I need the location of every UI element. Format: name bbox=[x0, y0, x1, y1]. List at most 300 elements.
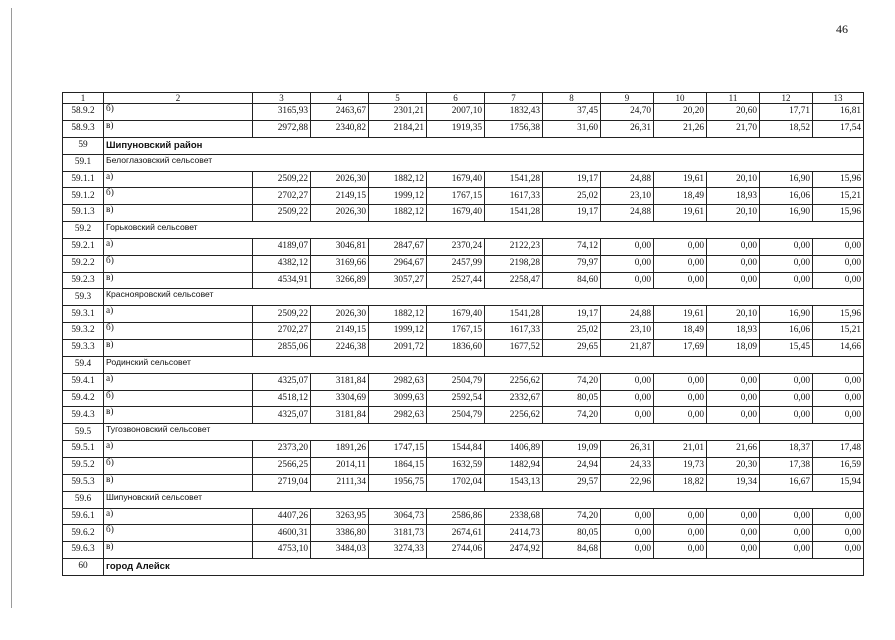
value-cell: 2964,67 bbox=[369, 255, 427, 272]
value-cell: 15,96 bbox=[813, 306, 864, 323]
value-cell: 1541,28 bbox=[485, 205, 543, 222]
value-cell: 19,17 bbox=[543, 205, 601, 222]
value-cell: 1544,84 bbox=[427, 441, 485, 458]
value-cell: 20,30 bbox=[707, 457, 760, 474]
value-cell: 0,00 bbox=[601, 255, 654, 272]
value-cell: 2509,22 bbox=[253, 205, 311, 222]
value-cell: 2256,62 bbox=[485, 407, 543, 424]
value-cell: 20,60 bbox=[707, 104, 760, 121]
value-cell: 0,00 bbox=[601, 407, 654, 424]
value-cell: 2744,06 bbox=[427, 542, 485, 559]
value-cell: 74,20 bbox=[543, 373, 601, 390]
value-cell: 1756,38 bbox=[485, 120, 543, 137]
value-cell: 2122,23 bbox=[485, 238, 543, 255]
value-cell: 79,97 bbox=[543, 255, 601, 272]
council-name: Краснояровский сельсовет bbox=[104, 289, 864, 306]
value-cell: 2855,06 bbox=[253, 339, 311, 356]
row-subtype-cell: а) bbox=[104, 373, 253, 390]
value-cell: 2258,47 bbox=[485, 272, 543, 289]
row-subtype-cell: а) bbox=[104, 171, 253, 188]
council-row bbox=[63, 424, 864, 441]
value-cell: 3169,66 bbox=[311, 255, 369, 272]
row-id-cell: 59.2 bbox=[63, 221, 104, 238]
value-cell: 0,00 bbox=[813, 542, 864, 559]
value-cell: 74,20 bbox=[543, 407, 601, 424]
column-header: 5 bbox=[369, 93, 427, 104]
value-cell: 1832,43 bbox=[485, 104, 543, 121]
column-header: 8 bbox=[543, 93, 601, 104]
header-row bbox=[63, 93, 864, 104]
column-header: 10 bbox=[654, 93, 707, 104]
value-cell: 1406,89 bbox=[485, 441, 543, 458]
row-id-cell: 59.6.2 bbox=[63, 525, 104, 542]
value-cell: 1543,13 bbox=[485, 474, 543, 491]
value-cell: 15,21 bbox=[813, 323, 864, 340]
value-cell: 0,00 bbox=[654, 542, 707, 559]
value-cell: 19,61 bbox=[654, 205, 707, 222]
table-row bbox=[63, 238, 864, 255]
value-cell: 3263,95 bbox=[311, 508, 369, 525]
council-row bbox=[63, 289, 864, 306]
value-cell: 1956,75 bbox=[369, 474, 427, 491]
value-cell: 1767,15 bbox=[427, 188, 485, 205]
value-cell: 19,73 bbox=[654, 457, 707, 474]
value-cell: 19,09 bbox=[543, 441, 601, 458]
value-cell: 23,10 bbox=[601, 323, 654, 340]
row-id-cell: 59.3.3 bbox=[63, 339, 104, 356]
value-cell: 2702,27 bbox=[253, 188, 311, 205]
value-cell: 1747,15 bbox=[369, 441, 427, 458]
value-cell: 24,70 bbox=[601, 104, 654, 121]
value-cell: 20,10 bbox=[707, 205, 760, 222]
value-cell: 74,20 bbox=[543, 508, 601, 525]
value-cell: 18,93 bbox=[707, 188, 760, 205]
value-cell: 0,00 bbox=[813, 508, 864, 525]
table-row bbox=[63, 474, 864, 491]
council-name: Белоглазовский сельсовет bbox=[104, 154, 864, 171]
value-cell: 3181,84 bbox=[311, 407, 369, 424]
value-cell: 21,26 bbox=[654, 120, 707, 137]
value-cell: 0,00 bbox=[760, 542, 813, 559]
table-row bbox=[63, 457, 864, 474]
value-cell: 19,17 bbox=[543, 171, 601, 188]
value-cell: 0,00 bbox=[654, 407, 707, 424]
value-cell: 2592,54 bbox=[427, 390, 485, 407]
value-cell: 0,00 bbox=[601, 238, 654, 255]
value-cell: 37,45 bbox=[543, 104, 601, 121]
row-id-cell: 59.5 bbox=[63, 424, 104, 441]
value-cell: 4382,12 bbox=[253, 255, 311, 272]
row-id-cell: 59.4 bbox=[63, 356, 104, 373]
column-header: 9 bbox=[601, 93, 654, 104]
value-cell: 1864,15 bbox=[369, 457, 427, 474]
page-number: 46 bbox=[836, 22, 848, 36]
value-cell: 0,00 bbox=[813, 407, 864, 424]
table-row bbox=[63, 373, 864, 390]
value-cell: 24,94 bbox=[543, 457, 601, 474]
value-cell: 1999,12 bbox=[369, 188, 427, 205]
table-row bbox=[63, 441, 864, 458]
value-cell: 1617,33 bbox=[485, 323, 543, 340]
district-row bbox=[63, 558, 864, 575]
value-cell: 0,00 bbox=[707, 525, 760, 542]
value-cell: 19,34 bbox=[707, 474, 760, 491]
council-row bbox=[63, 491, 864, 508]
table-row bbox=[63, 390, 864, 407]
row-subtype-cell: а) bbox=[104, 441, 253, 458]
column-header: 13 bbox=[813, 93, 864, 104]
value-cell: 2509,22 bbox=[253, 171, 311, 188]
row-id-cell: 59.6.3 bbox=[63, 542, 104, 559]
value-cell: 2014,11 bbox=[311, 457, 369, 474]
row-id-cell: 58.9.3 bbox=[63, 120, 104, 137]
district-row bbox=[63, 137, 864, 154]
value-cell: 0,00 bbox=[654, 238, 707, 255]
council-row bbox=[63, 221, 864, 238]
value-cell: 1482,94 bbox=[485, 457, 543, 474]
value-cell: 1891,26 bbox=[311, 441, 369, 458]
value-cell: 2719,04 bbox=[253, 474, 311, 491]
table-row bbox=[63, 205, 864, 222]
value-cell: 16,90 bbox=[760, 205, 813, 222]
value-cell: 0,00 bbox=[760, 373, 813, 390]
row-id-cell: 59.6 bbox=[63, 491, 104, 508]
table-row bbox=[63, 120, 864, 137]
row-id-cell: 60 bbox=[63, 558, 104, 575]
value-cell: 2972,88 bbox=[253, 120, 311, 137]
value-cell: 2111,34 bbox=[311, 474, 369, 491]
value-cell: 4753,10 bbox=[253, 542, 311, 559]
value-cell: 2026,30 bbox=[311, 306, 369, 323]
value-cell: 2702,27 bbox=[253, 323, 311, 340]
value-cell: 1882,12 bbox=[369, 171, 427, 188]
value-cell: 3484,03 bbox=[311, 542, 369, 559]
value-cell: 2674,61 bbox=[427, 525, 485, 542]
value-cell: 2091,72 bbox=[369, 339, 427, 356]
value-cell: 1617,33 bbox=[485, 188, 543, 205]
value-cell: 0,00 bbox=[760, 238, 813, 255]
value-cell: 2246,38 bbox=[311, 339, 369, 356]
value-cell: 2566,25 bbox=[253, 457, 311, 474]
value-cell: 3266,89 bbox=[311, 272, 369, 289]
value-cell: 1679,40 bbox=[427, 205, 485, 222]
column-header: 1 bbox=[63, 93, 104, 104]
row-id-cell: 59.2.3 bbox=[63, 272, 104, 289]
row-id-cell: 59.1.2 bbox=[63, 188, 104, 205]
value-cell: 0,00 bbox=[813, 272, 864, 289]
value-cell: 26,31 bbox=[601, 441, 654, 458]
row-id-cell: 59 bbox=[63, 137, 104, 154]
value-cell: 0,00 bbox=[654, 255, 707, 272]
value-cell: 2414,73 bbox=[485, 525, 543, 542]
value-cell: 3274,33 bbox=[369, 542, 427, 559]
row-id-cell: 59.1 bbox=[63, 154, 104, 171]
value-cell: 24,33 bbox=[601, 457, 654, 474]
value-cell: 1999,12 bbox=[369, 323, 427, 340]
value-cell: 18,09 bbox=[707, 339, 760, 356]
value-cell: 3386,80 bbox=[311, 525, 369, 542]
row-id-cell: 59.2.1 bbox=[63, 238, 104, 255]
value-cell: 2340,82 bbox=[311, 120, 369, 137]
value-cell: 4518,12 bbox=[253, 390, 311, 407]
value-cell: 25,02 bbox=[543, 188, 601, 205]
row-id-cell: 59.3 bbox=[63, 289, 104, 306]
value-cell: 74,12 bbox=[543, 238, 601, 255]
row-subtype-cell: в) bbox=[104, 205, 253, 222]
tariff-table bbox=[62, 92, 864, 576]
district-name: Шипуновский район bbox=[104, 137, 864, 154]
value-cell: 17,48 bbox=[813, 441, 864, 458]
value-cell: 29,57 bbox=[543, 474, 601, 491]
value-cell: 23,10 bbox=[601, 188, 654, 205]
row-id-cell: 59.5.2 bbox=[63, 457, 104, 474]
row-subtype-cell: б) bbox=[104, 323, 253, 340]
value-cell: 18,37 bbox=[760, 441, 813, 458]
value-cell: 84,68 bbox=[543, 542, 601, 559]
table-row bbox=[63, 171, 864, 188]
table-row bbox=[63, 525, 864, 542]
value-cell: 1541,28 bbox=[485, 171, 543, 188]
value-cell: 0,00 bbox=[601, 508, 654, 525]
row-id-cell: 58.9.2 bbox=[63, 104, 104, 121]
value-cell: 0,00 bbox=[601, 542, 654, 559]
value-cell: 0,00 bbox=[760, 407, 813, 424]
column-header: 2 bbox=[104, 93, 253, 104]
value-cell: 18,49 bbox=[654, 323, 707, 340]
row-subtype-cell: в) bbox=[104, 339, 253, 356]
value-cell: 0,00 bbox=[601, 373, 654, 390]
value-cell: 2982,63 bbox=[369, 407, 427, 424]
value-cell: 4534,91 bbox=[253, 272, 311, 289]
value-cell: 15,96 bbox=[813, 205, 864, 222]
row-subtype-cell: б) bbox=[104, 457, 253, 474]
council-row bbox=[63, 154, 864, 171]
value-cell: 2332,67 bbox=[485, 390, 543, 407]
value-cell: 1541,28 bbox=[485, 306, 543, 323]
value-cell: 15,94 bbox=[813, 474, 864, 491]
table-row bbox=[63, 255, 864, 272]
table-row bbox=[63, 407, 864, 424]
value-cell: 0,00 bbox=[760, 255, 813, 272]
value-cell: 1702,04 bbox=[427, 474, 485, 491]
row-subtype-cell: б) bbox=[104, 104, 253, 121]
value-cell: 1679,40 bbox=[427, 171, 485, 188]
value-cell: 16,06 bbox=[760, 323, 813, 340]
value-cell: 0,00 bbox=[707, 390, 760, 407]
value-cell: 0,00 bbox=[813, 390, 864, 407]
value-cell: 0,00 bbox=[760, 390, 813, 407]
value-cell: 2373,20 bbox=[253, 441, 311, 458]
value-cell: 17,71 bbox=[760, 104, 813, 121]
value-cell: 2586,86 bbox=[427, 508, 485, 525]
council-name: Шипуновский сельсовет bbox=[104, 491, 864, 508]
table-body bbox=[63, 93, 864, 576]
value-cell: 0,00 bbox=[707, 272, 760, 289]
value-cell: 15,45 bbox=[760, 339, 813, 356]
value-cell: 15,21 bbox=[813, 188, 864, 205]
row-id-cell: 59.1.3 bbox=[63, 205, 104, 222]
value-cell: 14,66 bbox=[813, 339, 864, 356]
value-cell: 0,00 bbox=[760, 508, 813, 525]
row-subtype-cell: в) bbox=[104, 474, 253, 491]
value-cell: 4600,31 bbox=[253, 525, 311, 542]
value-cell: 17,38 bbox=[760, 457, 813, 474]
value-cell: 3046,81 bbox=[311, 238, 369, 255]
row-subtype-cell: б) bbox=[104, 525, 253, 542]
row-subtype-cell: б) bbox=[104, 255, 253, 272]
row-subtype-cell: в) bbox=[104, 407, 253, 424]
value-cell: 1679,40 bbox=[427, 306, 485, 323]
value-cell: 0,00 bbox=[813, 255, 864, 272]
value-cell: 26,31 bbox=[601, 120, 654, 137]
row-id-cell: 59.3.2 bbox=[63, 323, 104, 340]
value-cell: 18,52 bbox=[760, 120, 813, 137]
row-id-cell: 59.4.1 bbox=[63, 373, 104, 390]
value-cell: 2527,44 bbox=[427, 272, 485, 289]
district-name: город Алейск bbox=[104, 558, 864, 575]
value-cell: 2457,99 bbox=[427, 255, 485, 272]
value-cell: 2504,79 bbox=[427, 407, 485, 424]
value-cell: 19,61 bbox=[654, 306, 707, 323]
value-cell: 1882,12 bbox=[369, 205, 427, 222]
value-cell: 18,93 bbox=[707, 323, 760, 340]
value-cell: 0,00 bbox=[707, 255, 760, 272]
row-id-cell: 59.5.3 bbox=[63, 474, 104, 491]
column-header: 6 bbox=[427, 93, 485, 104]
value-cell: 2504,79 bbox=[427, 373, 485, 390]
value-cell: 80,05 bbox=[543, 525, 601, 542]
value-cell: 4407,26 bbox=[253, 508, 311, 525]
row-id-cell: 59.3.1 bbox=[63, 306, 104, 323]
value-cell: 31,60 bbox=[543, 120, 601, 137]
value-cell: 2149,15 bbox=[311, 323, 369, 340]
value-cell: 0,00 bbox=[654, 525, 707, 542]
table-row bbox=[63, 508, 864, 525]
value-cell: 2509,22 bbox=[253, 306, 311, 323]
value-cell: 21,01 bbox=[654, 441, 707, 458]
value-cell: 4189,07 bbox=[253, 238, 311, 255]
value-cell: 1632,59 bbox=[427, 457, 485, 474]
column-header: 12 bbox=[760, 93, 813, 104]
value-cell: 0,00 bbox=[654, 508, 707, 525]
row-subtype-cell: в) bbox=[104, 542, 253, 559]
council-name: Тугозвоновский сельсовет bbox=[104, 424, 864, 441]
row-subtype-cell: в) bbox=[104, 272, 253, 289]
value-cell: 21,70 bbox=[707, 120, 760, 137]
value-cell: 1836,60 bbox=[427, 339, 485, 356]
column-header: 11 bbox=[707, 93, 760, 104]
value-cell: 0,00 bbox=[654, 390, 707, 407]
value-cell: 15,96 bbox=[813, 171, 864, 188]
value-cell: 17,69 bbox=[654, 339, 707, 356]
value-cell: 0,00 bbox=[813, 373, 864, 390]
value-cell: 0,00 bbox=[601, 525, 654, 542]
value-cell: 0,00 bbox=[601, 272, 654, 289]
value-cell: 84,60 bbox=[543, 272, 601, 289]
value-cell: 0,00 bbox=[601, 390, 654, 407]
value-cell: 1677,52 bbox=[485, 339, 543, 356]
value-cell: 0,00 bbox=[654, 373, 707, 390]
value-cell: 3181,73 bbox=[369, 525, 427, 542]
row-subtype-cell: б) bbox=[104, 390, 253, 407]
row-subtype-cell: в) bbox=[104, 120, 253, 137]
value-cell: 21,66 bbox=[707, 441, 760, 458]
row-id-cell: 59.1.1 bbox=[63, 171, 104, 188]
value-cell: 2370,24 bbox=[427, 238, 485, 255]
value-cell: 2982,63 bbox=[369, 373, 427, 390]
table-row bbox=[63, 104, 864, 121]
value-cell: 3181,84 bbox=[311, 373, 369, 390]
council-row bbox=[63, 356, 864, 373]
value-cell: 3064,73 bbox=[369, 508, 427, 525]
value-cell: 19,61 bbox=[654, 171, 707, 188]
value-cell: 2463,67 bbox=[311, 104, 369, 121]
table-row bbox=[63, 542, 864, 559]
value-cell: 1919,35 bbox=[427, 120, 485, 137]
row-subtype-cell: а) bbox=[104, 508, 253, 525]
value-cell: 3165,93 bbox=[253, 104, 311, 121]
value-cell: 2338,68 bbox=[485, 508, 543, 525]
row-subtype-cell: б) bbox=[104, 188, 253, 205]
value-cell: 0,00 bbox=[707, 508, 760, 525]
column-header: 3 bbox=[253, 93, 311, 104]
value-cell: 20,10 bbox=[707, 306, 760, 323]
value-cell: 2256,62 bbox=[485, 373, 543, 390]
row-id-cell: 59.4.2 bbox=[63, 390, 104, 407]
value-cell: 2474,92 bbox=[485, 542, 543, 559]
value-cell: 0,00 bbox=[707, 373, 760, 390]
value-cell: 0,00 bbox=[760, 272, 813, 289]
value-cell: 2847,67 bbox=[369, 238, 427, 255]
value-cell: 0,00 bbox=[707, 407, 760, 424]
value-cell: 25,02 bbox=[543, 323, 601, 340]
value-cell: 17,54 bbox=[813, 120, 864, 137]
value-cell: 24,88 bbox=[601, 306, 654, 323]
value-cell: 16,90 bbox=[760, 306, 813, 323]
value-cell: 0,00 bbox=[707, 238, 760, 255]
value-cell: 1882,12 bbox=[369, 306, 427, 323]
row-id-cell: 59.2.2 bbox=[63, 255, 104, 272]
value-cell: 22,96 bbox=[601, 474, 654, 491]
table-row bbox=[63, 323, 864, 340]
value-cell: 24,88 bbox=[601, 205, 654, 222]
value-cell: 16,06 bbox=[760, 188, 813, 205]
value-cell: 24,88 bbox=[601, 171, 654, 188]
row-subtype-cell: а) bbox=[104, 306, 253, 323]
row-id-cell: 59.6.1 bbox=[63, 508, 104, 525]
value-cell: 2026,30 bbox=[311, 205, 369, 222]
value-cell: 16,67 bbox=[760, 474, 813, 491]
value-cell: 2301,21 bbox=[369, 104, 427, 121]
value-cell: 0,00 bbox=[760, 525, 813, 542]
value-cell: 80,05 bbox=[543, 390, 601, 407]
value-cell: 20,10 bbox=[707, 171, 760, 188]
value-cell: 0,00 bbox=[654, 272, 707, 289]
table-row bbox=[63, 188, 864, 205]
value-cell: 3057,27 bbox=[369, 272, 427, 289]
value-cell: 1767,15 bbox=[427, 323, 485, 340]
value-cell: 0,00 bbox=[813, 238, 864, 255]
value-cell: 16,59 bbox=[813, 457, 864, 474]
row-id-cell: 59.5.1 bbox=[63, 441, 104, 458]
value-cell: 19,17 bbox=[543, 306, 601, 323]
value-cell: 3304,69 bbox=[311, 390, 369, 407]
value-cell: 3099,63 bbox=[369, 390, 427, 407]
table-row bbox=[63, 272, 864, 289]
value-cell: 4325,07 bbox=[253, 407, 311, 424]
value-cell: 20,20 bbox=[654, 104, 707, 121]
column-header: 7 bbox=[485, 93, 543, 104]
